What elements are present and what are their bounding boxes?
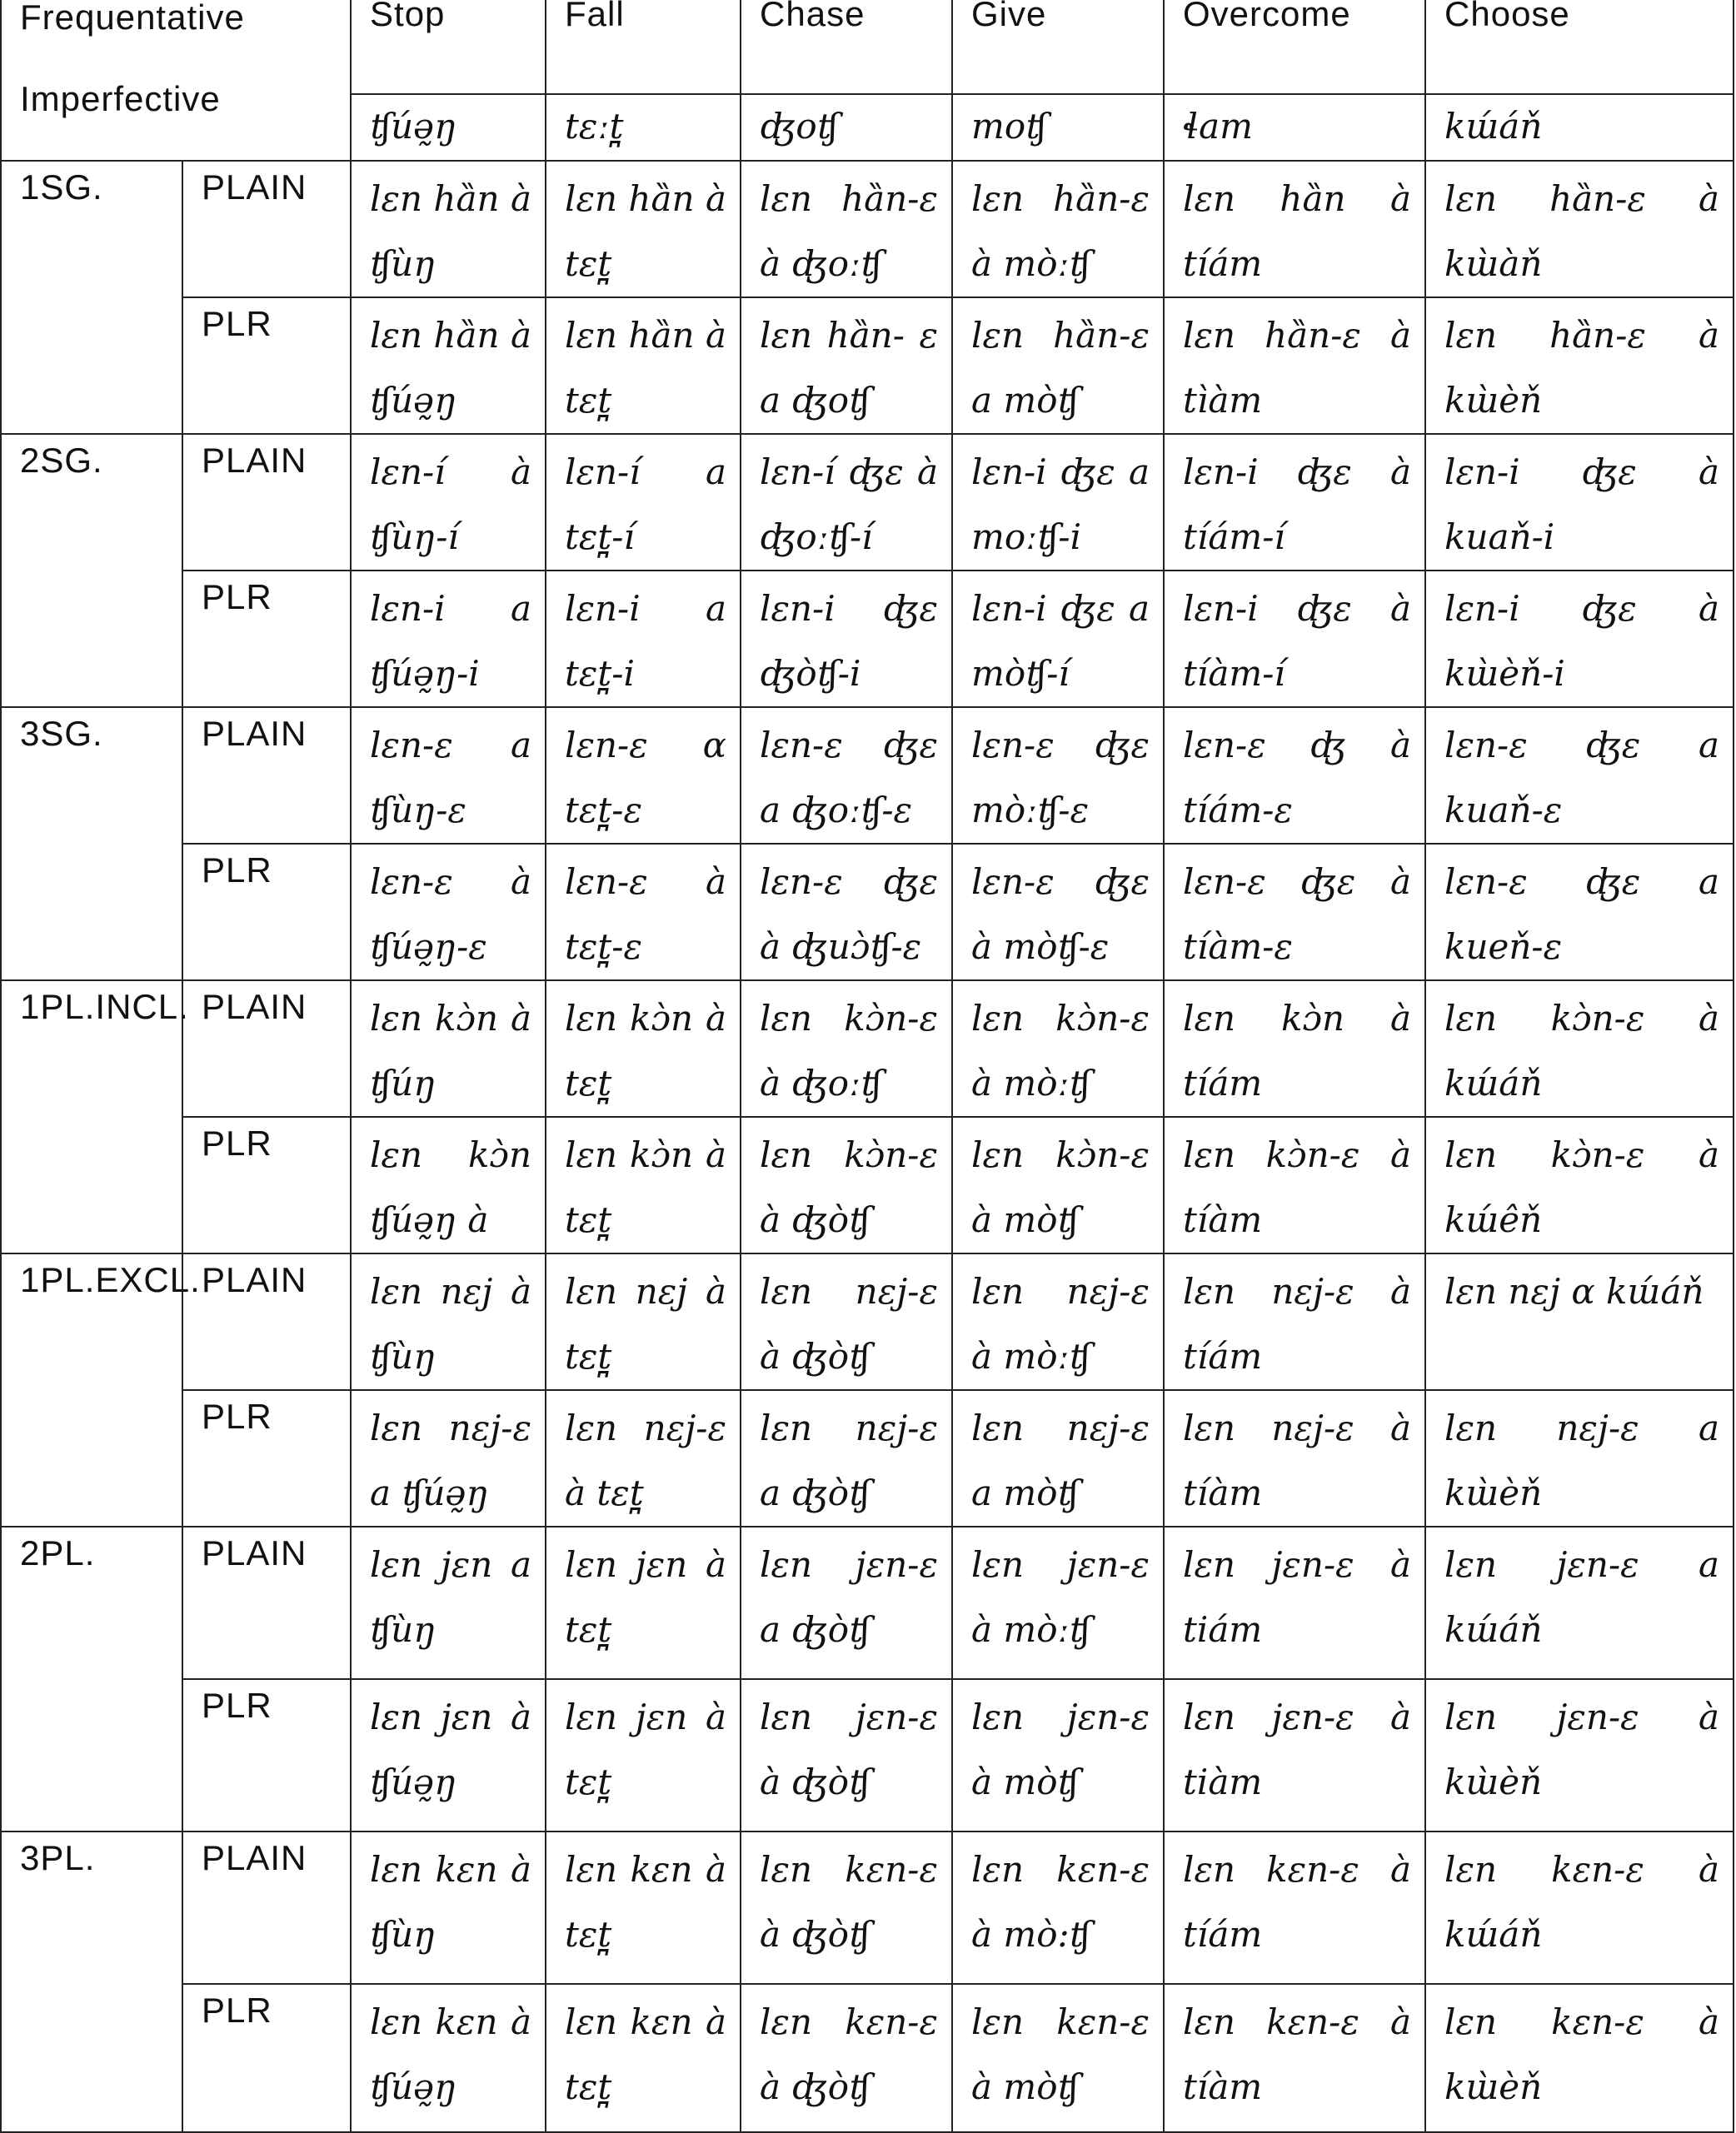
form-cell: lɛn kɔ̀n à tɛt̪ (546, 1117, 741, 1253)
person-label: 1SG. (1, 161, 182, 434)
number-label: PLAIN (182, 1831, 351, 1984)
person-label: 3SG. (1, 707, 182, 980)
form-cell: lɛn kɔ̀n-ɛ à ʤoːʧ (741, 980, 952, 1117)
form-cell: lɛn jɛn-ɛ à mòːʧ (952, 1527, 1164, 1679)
form-cell: lɛn hȁn à ʧùŋ (351, 161, 546, 297)
person-label: 1PL.EXCL. (1, 1253, 182, 1527)
table-row (1, 161, 1734, 297)
form-cell: lɛn-ɛ ʤɛ a ʤoːʧ-ɛ (741, 707, 952, 844)
number-label: PLAIN (182, 1253, 351, 1390)
form-cell: lɛn kɛn à ʧùŋ (351, 1831, 546, 1984)
form-cell: lɛn-ɛ a ʧùŋ-ɛ (351, 707, 546, 844)
form-cell: lɛn-ɛ ʤɛ a kueň-ɛ (1425, 844, 1734, 980)
form-cell: lɛn kɛn-ɛ à kɯ́áň (1425, 1831, 1734, 1984)
corner-label: Frequentative Imperfective (1, 0, 351, 161)
form-cell: lɛn jɛn à tɛt̪ (546, 1679, 741, 1831)
form-cell: lɛn jɛn-ɛ à tiám (1164, 1527, 1425, 1679)
form-cell: lɛn jɛn-ɛ à kɯ̀èň (1425, 1679, 1734, 1831)
form-cell: lɛn-i a ʧúə̰ŋ-i (351, 571, 546, 707)
form-cell: lɛn-ɛ à ʧúə̰ŋ-ɛ (351, 844, 546, 980)
form-cell: lɛn kɛn-ɛ à ʤòʧ (741, 1831, 952, 1984)
form-cell: lɛn jɛn a ʧùŋ (351, 1527, 546, 1679)
form-cell: lɛn kɔ̀n-ɛ à mòʧ (952, 1117, 1164, 1253)
table-row (1, 1831, 1734, 1984)
number-label: PLR (182, 1984, 351, 2132)
form-cell: lɛn-ɛ ɑ tɛt̪-ɛ (546, 707, 741, 844)
form-cell: lɛn-i ʤɛ à kɯ̀èň-i (1425, 571, 1734, 707)
form-cell: lɛn kɛn à tɛt̪ (546, 1831, 741, 1984)
form-cell: lɛn hȁn-ɛ à mòːʧ (952, 161, 1164, 297)
number-label: PLR (182, 297, 351, 434)
form-cell: lɛn kɔ̀n-ɛ à kɯ́áň (1425, 980, 1734, 1117)
person-label: 1PL.INCL. (1, 980, 182, 1253)
number-label: PLAIN (182, 161, 351, 297)
verb-gloss: moʧ (952, 94, 1164, 161)
table-row (1, 1984, 1734, 2132)
form-cell: lɛn kɛn à tɛt̪ (546, 1984, 741, 2132)
table-row (1, 1527, 1734, 1679)
number-label: PLAIN (182, 1527, 351, 1679)
form-cell: lɛn jɛn-ɛ a kɯ́áň (1425, 1527, 1734, 1679)
form-cell: lɛn kɔ̀n-ɛ à tíàm (1164, 1117, 1425, 1253)
form-cell: lɛn-i ʤɛ ʤòʧ-i (741, 571, 952, 707)
form-cell: lɛn kɛn à ʧúə̰ŋ (351, 1984, 546, 2132)
verb-header: Give (952, 0, 1164, 94)
form-cell: lɛn kɔ̀n-ɛ à mòːʧ (952, 980, 1164, 1117)
form-cell: lɛn jɛn à tɛt̪ (546, 1527, 741, 1679)
form-cell: lɛn hȁn-ɛ a mòʧ (952, 297, 1164, 434)
form-cell: lɛn hȁn-ɛ à kɯ̀èň (1425, 297, 1734, 434)
verb-gloss: kɯ́áň (1425, 94, 1734, 161)
form-cell: lɛn nɛj ɑ kɯ́áň (1425, 1253, 1734, 1390)
form-cell: lɛn-i a tɛt̪-i (546, 571, 741, 707)
form-cell: lɛn kɛn-ɛ à mò:ʧ (952, 1831, 1164, 1984)
form-cell: lɛn-i ʤɛ à tíàm-í (1164, 571, 1425, 707)
header-row (1, 0, 1734, 94)
form-cell: lɛn hȁn-ɛ à kɯ̀àň (1425, 161, 1734, 297)
number-label: PLR (182, 571, 351, 707)
form-cell: lɛn-i ʤɛ a mòʧ-í (952, 571, 1164, 707)
form-cell: lɛn kɛn-ɛ à kɯ̀èň (1425, 1984, 1734, 2132)
table-row (1, 844, 1734, 980)
form-cell: lɛn jɛn à ʧúə̰ŋ (351, 1679, 546, 1831)
form-cell: lɛn nɛj à ʧùŋ (351, 1253, 546, 1390)
form-cell: lɛn-ɛ ʤɛ à tíàm-ɛ (1164, 844, 1425, 980)
table-row (1, 297, 1734, 434)
form-cell: lɛn kɔ̀n à tíám (1164, 980, 1425, 1117)
form-cell: lɛn kɔ̀n à ʧúŋ (351, 980, 546, 1117)
verb-header: Chase (741, 0, 952, 94)
form-cell: lɛn nɛj-ɛ a ʧúə̰ŋ (351, 1390, 546, 1527)
form-cell: lɛn kɔ̀n à tɛt̪ (546, 980, 741, 1117)
form-cell: lɛn nɛj-ɛ à ʤòʧ (741, 1253, 952, 1390)
verb-gloss: ɬam (1164, 94, 1425, 161)
form-cell: lɛn kɔ̀n ʧúə̰ŋ à (351, 1117, 546, 1253)
form-cell: lɛn kɔ̀n-ɛ à ʤòʧ (741, 1117, 952, 1253)
form-cell: lɛn-ɛ ʤɛ mòːʧ-ɛ (952, 707, 1164, 844)
person-label: 2PL. (1, 1527, 182, 1831)
form-cell: lɛn hȁn-ɛ à tìàm (1164, 297, 1425, 434)
form-cell: lɛn nɛj-ɛ a kɯ̀èň (1425, 1390, 1734, 1527)
table-row (1, 1117, 1734, 1253)
table-row (1, 1679, 1734, 1831)
form-cell: lɛn kɛn-ɛ à ʤòʧ (741, 1984, 952, 2132)
table-row (1, 1253, 1734, 1390)
number-label: PLR (182, 1117, 351, 1253)
form-cell: lɛn nɛj-ɛ a mòʧ (952, 1390, 1164, 1527)
table-row (1, 707, 1734, 844)
form-cell: lɛn kɛn-ɛ à mòʧ (952, 1984, 1164, 2132)
form-cell: lɛn-i ʤɛ a moːʧ-i (952, 434, 1164, 571)
form-cell: lɛn hȁn- ɛ a ʤoʧ (741, 297, 952, 434)
form-cell: lɛn-i ʤɛ à tíám-í (1164, 434, 1425, 571)
table-row (1, 1390, 1734, 1527)
form-cell: lɛn-ɛ à tɛt̪-ɛ (546, 844, 741, 980)
number-label: PLAIN (182, 434, 351, 571)
form-cell: lɛn hȁn à tɛt̪ (546, 161, 741, 297)
form-cell: lɛn nɛj à tɛt̪ (546, 1253, 741, 1390)
verb-header: Stop (351, 0, 546, 94)
verb-header: Choose (1425, 0, 1734, 94)
form-cell: lɛn jɛn-ɛ à mòʧ (952, 1679, 1164, 1831)
form-cell: lɛn nɛj-ɛ à tíàm (1164, 1390, 1425, 1527)
form-cell: lɛn hȁn-ɛ à ʤoːʧ (741, 161, 952, 297)
form-cell: lɛn hȁn à tíám (1164, 161, 1425, 297)
form-cell: lɛn hȁn à ʧúə̰ŋ (351, 297, 546, 434)
table-row (1, 980, 1734, 1117)
verb-gloss: ʤoʧ (741, 94, 952, 161)
verb-gloss: tɛːt̪ (546, 94, 741, 161)
person-label: 2SG. (1, 434, 182, 707)
form-cell: lɛn nɛj-ɛ a ʤòʧ (741, 1390, 952, 1527)
form-cell: lɛn-ɛ ʤɛ à mòʧ-ɛ (952, 844, 1164, 980)
table-row (1, 434, 1734, 571)
form-cell: lɛn kɛn-ɛ à tíám (1164, 1831, 1425, 1984)
form-cell: lɛn kɔ̀n-ɛ à kɯ́êň (1425, 1117, 1734, 1253)
form-cell: lɛn-í a tɛt̪-í (546, 434, 741, 571)
number-label: PLR (182, 1390, 351, 1527)
form-cell: lɛn nɛj-ɛ à tíám (1164, 1253, 1425, 1390)
form-cell: lɛn-í ʤɛ à ʤoːʧ-í (741, 434, 952, 571)
form-cell: lɛn-í à ʧùŋ-í (351, 434, 546, 571)
form-cell: lɛn jɛn-ɛ a ʤòʧ (741, 1527, 952, 1679)
verb-gloss: ʧúə̰ŋ (351, 94, 546, 161)
form-cell: lɛn nɛj-ɛ à mòːʧ (952, 1253, 1164, 1390)
number-label: PLR (182, 844, 351, 980)
number-label: PLAIN (182, 980, 351, 1117)
form-cell: lɛn-ɛ ʤɛ a kuaň-ɛ (1425, 707, 1734, 844)
table-row (1, 571, 1734, 707)
form-cell: lɛn-ɛ ʤ à tíám-ɛ (1164, 707, 1425, 844)
form-cell: lɛn hȁn à tɛt̪ (546, 297, 741, 434)
form-cell: lɛn kɛn-ɛ à tíàm (1164, 1984, 1425, 2132)
form-cell: lɛn jɛn-ɛ à ʤòʧ (741, 1679, 952, 1831)
number-label: PLAIN (182, 707, 351, 844)
person-label: 3PL. (1, 1831, 182, 2132)
form-cell: lɛn jɛn-ɛ à tiàm (1164, 1679, 1425, 1831)
verb-header: Fall (546, 0, 741, 94)
form-cell: lɛn nɛj-ɛ à tɛt̪ (546, 1390, 741, 1527)
verb-header: Overcome (1164, 0, 1425, 94)
form-cell: lɛn-ɛ ʤɛ à ʤuɔ̀ʧ-ɛ (741, 844, 952, 980)
form-cell: lɛn-i ʤɛ à kuaň-i (1425, 434, 1734, 571)
number-label: PLR (182, 1679, 351, 1831)
